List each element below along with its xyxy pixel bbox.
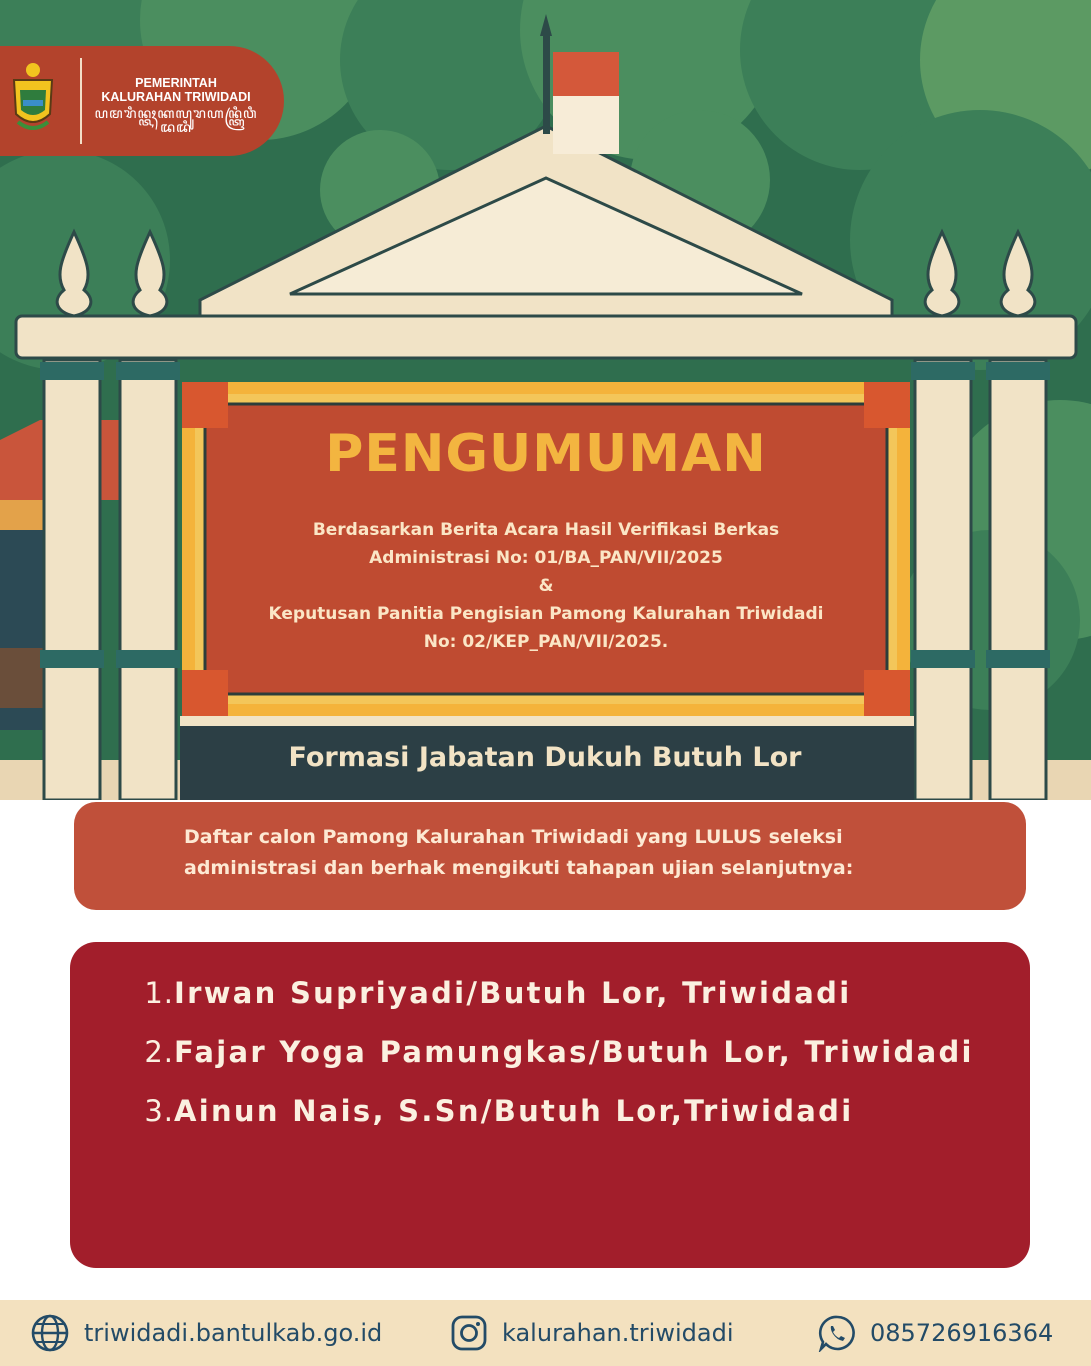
instagram-contact[interactable] (450, 1300, 733, 1366)
announcement-basis (200, 516, 892, 656)
basis-line: Administrasi No: 01/BA_PAN/VII/2025 (369, 548, 723, 568)
phone-number[interactable]: 085726916364 (870, 1319, 1054, 1347)
header-line2: KALURAHAN TRIWIDADI (101, 90, 251, 104)
basis-line: & (538, 576, 554, 596)
header-badge (0, 46, 284, 156)
header-title (88, 76, 264, 134)
list-item (140, 976, 974, 1035)
instagram-icon (450, 1314, 488, 1352)
header-javanese-script: ꦥꦩꦫꦶꦤ꧀ꦠꦃꦏꦭꦸꦫꦲꦤ꧀ꦠꦿꦶꦮꦶꦢꦢꦶ (94, 105, 258, 135)
gate-beam (16, 316, 1076, 358)
list-item (140, 1094, 974, 1153)
announcement-title: PENGUMUMAN (325, 424, 767, 484)
website-link[interactable]: triwidadi.bantulkab.go.id (84, 1319, 383, 1347)
instagram-handle[interactable]: kalurahan.triwidadi (502, 1319, 734, 1347)
basis-line: No: 02/KEP_PAN/VII/2025. (423, 632, 669, 652)
position-formation: Formasi Jabatan Dukuh Butuh Lor (288, 742, 802, 773)
candidate-list-box (70, 942, 1030, 1268)
website-contact[interactable] (30, 1300, 382, 1366)
candidate-list (140, 976, 974, 1153)
info-box (74, 802, 1026, 910)
info-line: administrasi dan berhak mengikuti tahapan ujian selanjutnya: (184, 857, 854, 879)
emblem-icon (10, 60, 56, 140)
list-number: 2. (144, 1035, 174, 1069)
basis-line: Berdasarkan Berita Acara Hasil Verifikasi Berkas (312, 520, 780, 540)
whatsapp-icon (818, 1314, 856, 1352)
phone-contact[interactable] (818, 1300, 1053, 1366)
basis-line: Keputusan Panitia Pengisian Pamong Kalurahan Triwidadi (268, 604, 824, 624)
badge-divider (80, 58, 82, 144)
candidate-name: Ainun Nais, S.Sn/Butuh Lor,Triwidadi (174, 1094, 854, 1128)
list-number: 1. (144, 976, 174, 1010)
footer-contacts (0, 1300, 1091, 1366)
globe-icon (30, 1313, 70, 1353)
header-line1: PEMERINTAH (135, 76, 217, 90)
info-line: Daftar calon Pamong Kalurahan Triwidadi yang LULUS seleksi (184, 826, 843, 848)
candidate-name: Irwan Supriyadi/Butuh Lor, Triwidadi (174, 976, 852, 1010)
list-item (140, 1035, 974, 1094)
candidate-name: Fajar Yoga Pamungkas/Butuh Lor, Triwidadi (174, 1035, 974, 1069)
list-number: 3. (144, 1094, 174, 1128)
